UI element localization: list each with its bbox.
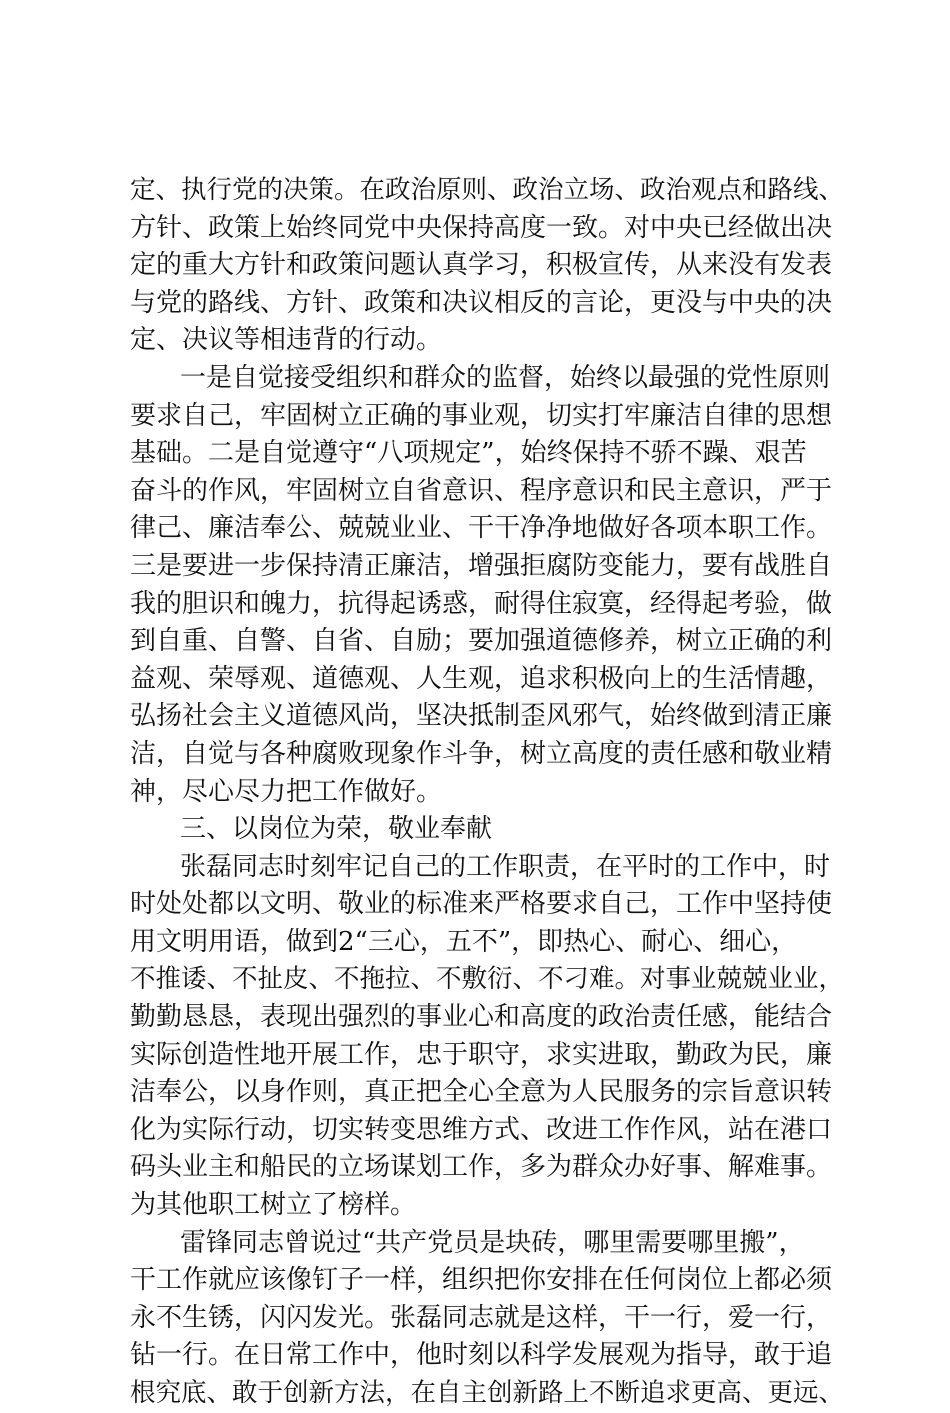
text-line: 益观、荣辱观、道德观、人生观，追求积极向上的生活情趣，	[130, 663, 833, 694]
text-line: 用文明用语，做到2“三心，五不”，即热心、耐心、细心，	[130, 926, 798, 957]
text-line: 洁，自觉与各种腐败现象作斗争，树立高度的责任感和敬业精	[130, 738, 833, 769]
text-line: 与党的路线、方针、政策和决议相反的言论，更没与中央的决	[130, 287, 833, 318]
text-line: 洁奉公，以身作则，真正把全心全意为人民服务的宗旨意识转	[130, 1077, 833, 1108]
text-line: 勤勤恳恳，表现出强烈的事业心和高度的政治责任感，能结合	[130, 1002, 833, 1033]
text-line: 三是要进一步保持清正廉洁，增强拒腐防变能力，要有战胜自	[130, 550, 833, 581]
text-line: 定、执行党的决策。在政治原则、政治立场、政治观点和路线、	[130, 175, 845, 205]
text-line: 钻一行。在日常工作中，他时刻以科学发展观为指导，敢于追	[130, 1340, 833, 1371]
text-line: 定、决议等相违背的行动。	[130, 325, 443, 356]
document-body	[130, 172, 850, 1413]
text-line: 三、以岗位为荣，敬业奉献	[180, 814, 493, 845]
text-line: 神，尽心尽力把工作做好。	[130, 776, 443, 807]
text-line: 实际创造性地开展工作，忠于职守，求实进取，勤政为民，廉	[130, 1039, 833, 1070]
text-line: 定的重大方针和政策问题认真学习，积极宣传，从来没有发表	[130, 250, 833, 281]
text-line: 一是自觉接受组织和群众的监督，始终以最强的党性原则	[180, 362, 831, 393]
text-line: 我的胆识和魄力，抗得起诱惑，耐得住寂寞，经得起考验，做	[130, 588, 833, 619]
text-line: 码头业主和船民的立场谋划工作，多为群众办好事、解难事。	[130, 1152, 833, 1183]
text-line: 奋斗的作风，牢固树立自省意识、程序意识和民主意识，严于	[130, 475, 833, 506]
text-line: 张磊同志时刻牢记自己的工作职责，在平时的工作中，时	[180, 851, 831, 882]
text-line: 根究底、敢于创新方法，在自主创新路上不断追求更高、更远、	[130, 1378, 845, 1408]
text-line: 基础。二是自觉遵守“八项规定”，始终保持不骄不躁、艰苦	[130, 438, 807, 469]
text-line: 为其他职工树立了榜样。	[130, 1190, 417, 1221]
text-line: 到自重、自警、自省、自励；要加强道德修养，树立正确的利	[130, 626, 833, 657]
text-line: 永不生锈，闪闪发光。张磊同志就是这样，干一行，爱一行，	[130, 1302, 833, 1333]
text-line: 弘扬社会主义道德风尚，坚决抵制歪风邪气，始终做到清正廉	[130, 701, 833, 732]
text-line: 律己、廉洁奉公、兢兢业业、干干净净地做好各项本职工作。	[130, 513, 833, 544]
text-line: 要求自己，牢固树立正确的事业观，切实打牢廉洁自律的思想	[130, 400, 833, 431]
text-line: 方针、政策上始终同党中央保持高度一致。对中央已经做出决	[130, 212, 833, 243]
text-line: 干工作就应该像钉子一样，组织把你安排在任何岗位上都必须	[130, 1265, 833, 1296]
text-line: 时处处都以文明、敬业的标准来严格要求自己，工作中坚持使	[130, 889, 833, 920]
text-line: 化为实际行动，切实转变思维方式、改进工作作风，站在港口	[130, 1114, 833, 1145]
text-line: 不推诿、不扯皮、不拖拉、不敷衍、不刁难。对事业兢兢业业，	[130, 964, 845, 995]
text-line: 雷锋同志曾说过“共产党员是块砖，哪里需要哪里搬”，	[180, 1227, 805, 1258]
